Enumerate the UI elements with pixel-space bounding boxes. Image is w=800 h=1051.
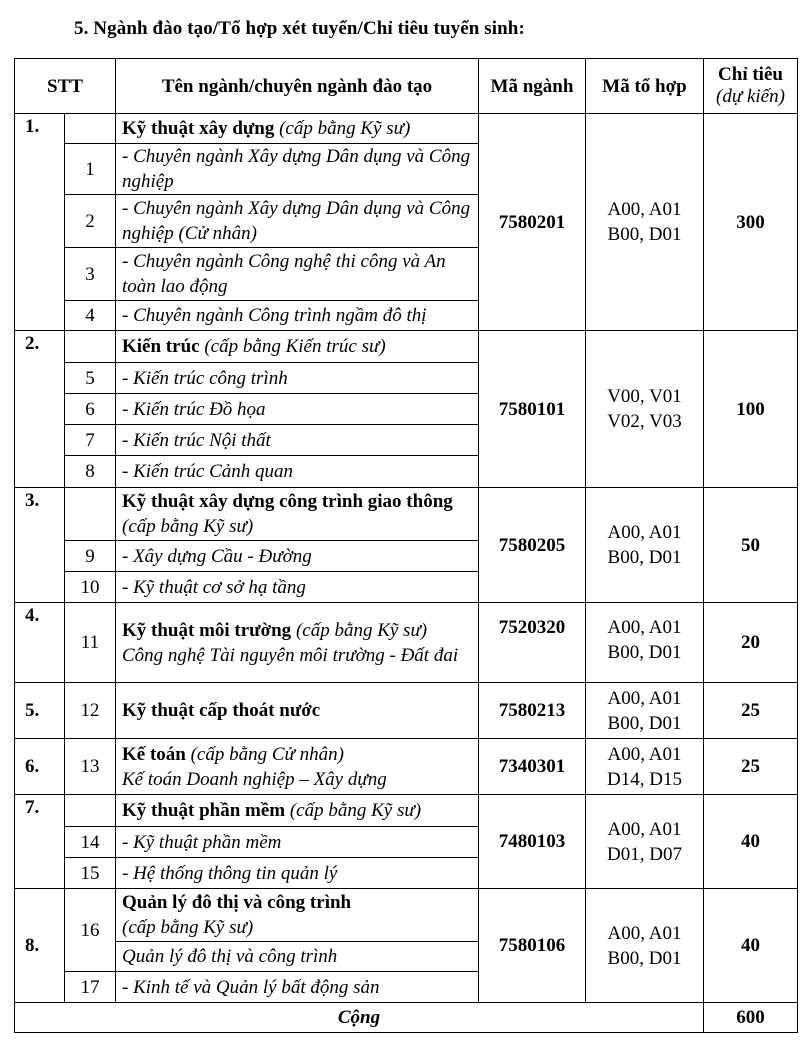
table-row <box>15 603 798 683</box>
quota-value: 40 <box>704 889 798 1003</box>
group-title <box>116 739 479 795</box>
table-row <box>15 739 798 795</box>
table-row <box>15 683 798 739</box>
sub-number: 9 <box>64 541 115 572</box>
combo-line: B00, D01 <box>607 224 682 245</box>
group-title-text: Kỹ thuật xây dựng <box>122 118 275 139</box>
sub-major: - Kỹ thuật cơ sở hạ tầng <box>116 572 479 603</box>
header-quota <box>704 59 798 114</box>
header-quota-label: Chỉ tiêu <box>718 64 783 85</box>
major-code: 7580106 <box>479 889 586 1003</box>
group-title <box>116 114 479 144</box>
group-number: 5. <box>15 683 65 739</box>
combo-codes <box>586 331 704 488</box>
combo-line: A00, A01 <box>607 617 682 638</box>
quota-value: 40 <box>704 795 798 889</box>
quota-value: 20 <box>704 603 798 683</box>
sub-major: - Xây dựng Cầu - Đường <box>116 541 479 572</box>
group-extra: Kế toán Doanh nghiệp – Xây dựng <box>122 768 387 790</box>
group-title-line <box>122 618 473 643</box>
group-title-note: (cấp bằng Kỹ sư) <box>289 800 422 821</box>
sub-number: 15 <box>64 858 115 889</box>
header-stt: STT <box>15 59 116 114</box>
sub-number: 12 <box>64 683 115 739</box>
sub-number: 16 <box>64 889 115 972</box>
sub-number: 1 <box>64 144 115 195</box>
combo-codes <box>586 795 704 889</box>
sub-major: - Hệ thống thông tin quản lý <box>116 858 479 889</box>
combo-line: V00, V01 <box>607 386 682 407</box>
table-row <box>15 889 798 942</box>
group-title <box>116 795 479 827</box>
sub-number: 2 <box>64 195 115 248</box>
major-code: 7520320 <box>479 603 586 683</box>
group-title <box>116 889 479 942</box>
combo-line: B00, D01 <box>607 547 682 568</box>
sub-major: - Chuyên ngành Xây dựng Dân dụng và Công nghiệp (Cử nhân) <box>116 195 479 248</box>
group-title-text: Kỹ thuật xây dựng công trình giao thông <box>122 491 453 512</box>
combo-line: A00, A01 <box>607 199 682 220</box>
group-title-text: Kỹ thuật phần mềm <box>122 800 286 821</box>
sub-number: 4 <box>64 301 115 331</box>
sub-major: - Kỹ thuật phần mềm <box>116 827 479 858</box>
sub-major: - Kiến trúc Cảnh quan <box>116 456 479 488</box>
major-code: 7480103 <box>479 795 586 889</box>
group-title-line <box>122 742 473 767</box>
group-number: 1. <box>15 114 65 331</box>
major-code: 7340301 <box>479 739 586 795</box>
quota-value: 25 <box>704 739 798 795</box>
group-title-text: Quản lý đô thị và công trình <box>122 892 352 913</box>
group-number: 4. <box>15 603 65 683</box>
group-title-note: (cấp bằng Cử nhân) <box>190 743 344 765</box>
group-number: 6. <box>15 739 65 795</box>
quota-value: 50 <box>704 488 798 603</box>
major-code: 7580101 <box>479 331 586 488</box>
sub-major: - Kinh tế và Quản lý bất động sản <box>116 972 479 1003</box>
combo-line: B00, D01 <box>607 642 682 663</box>
table-row <box>15 331 798 363</box>
combo-line: A00, A01 <box>607 743 682 765</box>
group-extra: Công nghệ Tài nguyên môi trường - Đất đai <box>122 644 459 666</box>
major-code: 7580201 <box>479 114 586 331</box>
table-header-row <box>15 59 798 114</box>
group-title-note: (cấp bằng Kỹ sư) <box>279 118 411 139</box>
combo-line: B00, D01 <box>607 712 682 734</box>
group-number: 7. <box>15 795 65 889</box>
sub-number: 13 <box>64 739 115 795</box>
sub-number: 11 <box>64 603 115 683</box>
group-number: 8. <box>15 889 65 1003</box>
total-row <box>15 1003 798 1033</box>
sub-major: - Chuyên ngành Công nghệ thi công và An toàn lao động <box>116 248 479 301</box>
sub-major: - Kiến trúc Nội thất <box>116 425 479 456</box>
combo-codes <box>586 488 704 603</box>
quota-value: 25 <box>704 683 798 739</box>
group-title-note: (cấp bằng Kỹ sư) <box>122 516 254 537</box>
group-title-note: (cấp bằng Kỹ sư) <box>295 619 428 641</box>
major-code: 7580205 <box>479 488 586 603</box>
combo-line: A00, A01 <box>607 922 682 944</box>
combo-line: V02, V03 <box>607 411 682 432</box>
sub-number: 3 <box>64 248 115 301</box>
sub-major: - Chuyên ngành Xây dựng Dân dụng và Công nghiệp <box>116 144 479 195</box>
empty-cell <box>64 331 115 363</box>
group-title <box>116 331 479 363</box>
table-row <box>15 795 798 827</box>
admission-table <box>14 58 798 1033</box>
combo-line: A00, A01 <box>607 522 682 543</box>
combo-codes <box>586 889 704 1003</box>
sub-number: 14 <box>64 827 115 858</box>
header-name: Tên ngành/chuyên ngành đào tạo <box>116 59 479 114</box>
header-combo: Mã tổ hợp <box>586 59 704 114</box>
group-number: 3. <box>15 488 65 603</box>
combo-line: D14, D15 <box>607 768 682 790</box>
combo-line: A00, A01 <box>607 687 682 709</box>
group-title-text: Kỹ thuật môi trường <box>122 619 292 641</box>
combo-codes <box>586 683 704 739</box>
sub-number: 8 <box>64 456 115 488</box>
section-heading: 5. Ngành đào tạo/Tổ hợp xét tuyển/Chỉ tiêu tuyển sinh: <box>74 18 525 39</box>
sub-major: - Chuyên ngành Công trình ngầm đô thị <box>116 301 479 331</box>
sub-number: 5 <box>64 363 115 394</box>
header-quota-note: (dự kiến) <box>716 86 785 107</box>
combo-codes <box>586 603 704 683</box>
sub-number: 10 <box>64 572 115 603</box>
major-code: 7580213 <box>479 683 586 739</box>
sub-major: - Kiến trúc Đồ họa <box>116 394 479 425</box>
total-value: 600 <box>704 1003 798 1033</box>
group-title <box>116 488 479 541</box>
header-code: Mã ngành <box>479 59 586 114</box>
quota-value: 100 <box>704 331 798 488</box>
group-title-note: (cấp bằng Kỹ sư) <box>122 917 254 938</box>
table-row <box>15 114 798 144</box>
empty-cell <box>64 114 115 144</box>
group-number: 2. <box>15 331 65 488</box>
group-title <box>116 603 479 683</box>
empty-cell <box>64 795 115 827</box>
sub-major: - Kiến trúc công trình <box>116 363 479 394</box>
empty-cell <box>64 488 115 541</box>
quota-value: 300 <box>704 114 798 331</box>
total-label: Cộng <box>15 1003 704 1033</box>
sub-number: 6 <box>64 394 115 425</box>
combo-line: D01, D07 <box>607 843 682 865</box>
group-title: Kỹ thuật cấp thoát nước <box>116 683 479 739</box>
combo-line: B00, D01 <box>607 947 682 969</box>
group-title-text: Kiến trúc <box>122 336 200 357</box>
group-title-text: Kế toán <box>122 743 186 765</box>
sub-number: 7 <box>64 425 115 456</box>
combo-codes <box>586 739 704 795</box>
sub-number: 17 <box>64 972 115 1003</box>
group-title-note: (cấp bằng Kiến trúc sư) <box>204 336 386 357</box>
table-row <box>15 488 798 541</box>
combo-codes <box>586 114 704 331</box>
combo-line: A00, A01 <box>607 818 682 840</box>
group-extra: Quản lý đô thị và công trình <box>116 942 479 972</box>
